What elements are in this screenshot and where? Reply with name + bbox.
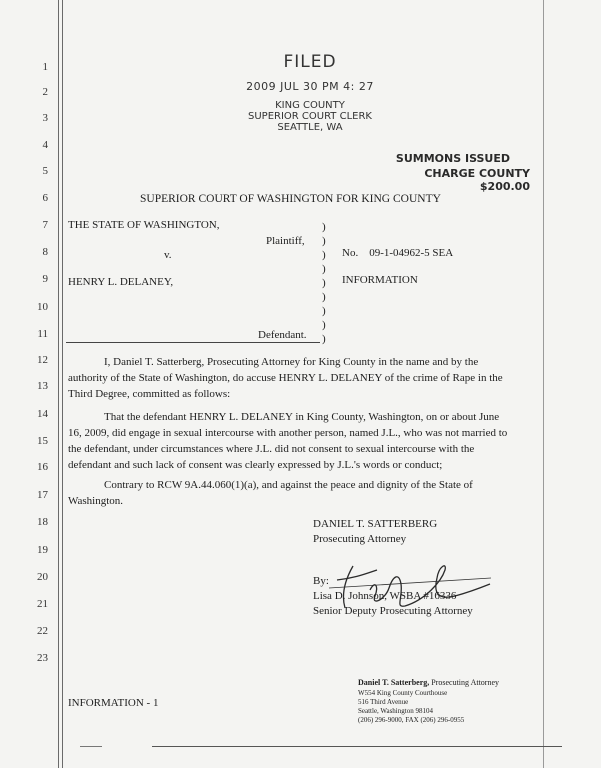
line-number: 23 (37, 652, 48, 664)
signer-title: Senior Deputy Prosecuting Attorney (313, 605, 473, 617)
paren: ) (322, 249, 326, 261)
line-number: 19 (37, 544, 48, 556)
footer-office-name: Daniel T. Satterberg, (358, 678, 430, 687)
line-number: 16 (37, 461, 48, 473)
charge-paragraph: That the defendant HENRY L. DELANEY in King County, Washington, on or about June 16, 2009, did engage in sexual intercourse with another person, named J.L., who was not married to the defendant, under circumstances where J.L. did not consent to sexual intercourse with the defendant and such lack of consent was clearly expressed by J.L.'s words or conduct; (68, 411, 508, 471)
prosecutor-name: DANIEL T. SATTERBERG (313, 518, 438, 530)
line-number: 5 (42, 165, 48, 177)
bottom-scan-line (152, 746, 562, 747)
caption-underline (66, 342, 320, 343)
filed-date: 2009 JUL 30 PM 4: 27 (246, 80, 374, 93)
filed-county: KING COUNTY (275, 100, 345, 111)
line-number: 21 (37, 598, 48, 610)
prosecutor-title: Prosecuting Attorney (313, 533, 407, 545)
line-number: 4 (42, 139, 48, 151)
court-title: SUPERIOR COURT OF WASHINGTON FOR KING COUNTY (140, 193, 441, 205)
signer-name: Lisa D. Johnson, WSBA #16336 (313, 590, 457, 602)
footer-address1: W554 King County Courthouse (358, 689, 448, 697)
line-number: 13 (37, 380, 48, 392)
footer-office (358, 678, 499, 688)
paren: ) (322, 291, 326, 303)
line-number: 12 (37, 354, 48, 366)
line-number: 14 (37, 408, 48, 420)
defendant-name: HENRY L. DELANEY, (68, 276, 174, 288)
line-number: 8 (42, 246, 48, 258)
line-number: 3 (42, 112, 48, 124)
document-type: INFORMATION (342, 274, 418, 286)
filed-city: SEATTLE, WA (277, 122, 343, 133)
plaintiff-label: Plaintiff, (266, 235, 305, 247)
line-number: 7 (42, 219, 48, 231)
bottom-scan-dash (80, 746, 102, 747)
right-margin-rule (543, 0, 544, 768)
line-number: 15 (37, 435, 48, 447)
summons-line2: CHARGE COUNTY $200.00 (424, 167, 530, 193)
filed-stamp (230, 52, 390, 133)
footer-address3: Seattle, Washington 98104 (358, 707, 433, 715)
statute-paragraph: Contrary to RCW 9A.44.060(1)(a), and against the peace and dignity of the State of Washington. (68, 479, 473, 507)
filed-clerk: SUPERIOR COURT CLERK (248, 111, 372, 122)
summons-line1: SUMMONS ISSUED (395, 152, 510, 165)
paren: ) (322, 319, 326, 331)
case-number: No. 09-1-04962-5 SEA (342, 247, 454, 259)
filed-title: FILED (283, 52, 337, 72)
footer-phone: (206) 296-9000, FAX (206) 296-0955 (358, 716, 465, 724)
intro-paragraph: I, Daniel T. Satterberg, Prosecuting Attorney for King County in the name and by the authority of the State of Washington, do accuse HENRY L. DELANEY of the crime of Rape in the Third Degree, committed as follows: (68, 356, 503, 400)
left-margin-rule-inner (62, 0, 63, 768)
paren: ) (322, 333, 326, 345)
footer-address2: 516 Third Avenue (358, 698, 409, 706)
line-number: 10 (37, 301, 48, 313)
line-number: 18 (37, 516, 48, 528)
line-number: 1 (42, 61, 48, 73)
line-number: 2 (42, 86, 48, 98)
summons-stamp (380, 152, 530, 193)
paren: ) (322, 277, 326, 289)
left-margin-rule-outer (58, 0, 59, 768)
footer-office-title: Prosecuting Attorney (431, 678, 500, 687)
paren: ) (322, 305, 326, 317)
versus: v. (164, 249, 172, 261)
line-number: 17 (37, 489, 48, 501)
line-number: 6 (42, 192, 48, 204)
line-number: 11 (37, 328, 48, 340)
line-number: 9 (42, 273, 48, 285)
paren: ) (322, 235, 326, 247)
line-number: 20 (37, 571, 48, 583)
by-label: By: (313, 575, 329, 587)
paren: ) (322, 263, 326, 275)
paren: ) (322, 221, 326, 233)
defendant-label: Defendant. (258, 329, 307, 341)
footer-page-label: INFORMATION - 1 (68, 697, 159, 709)
line-number: 22 (37, 625, 48, 637)
plaintiff-name: THE STATE OF WASHINGTON, (68, 219, 220, 231)
